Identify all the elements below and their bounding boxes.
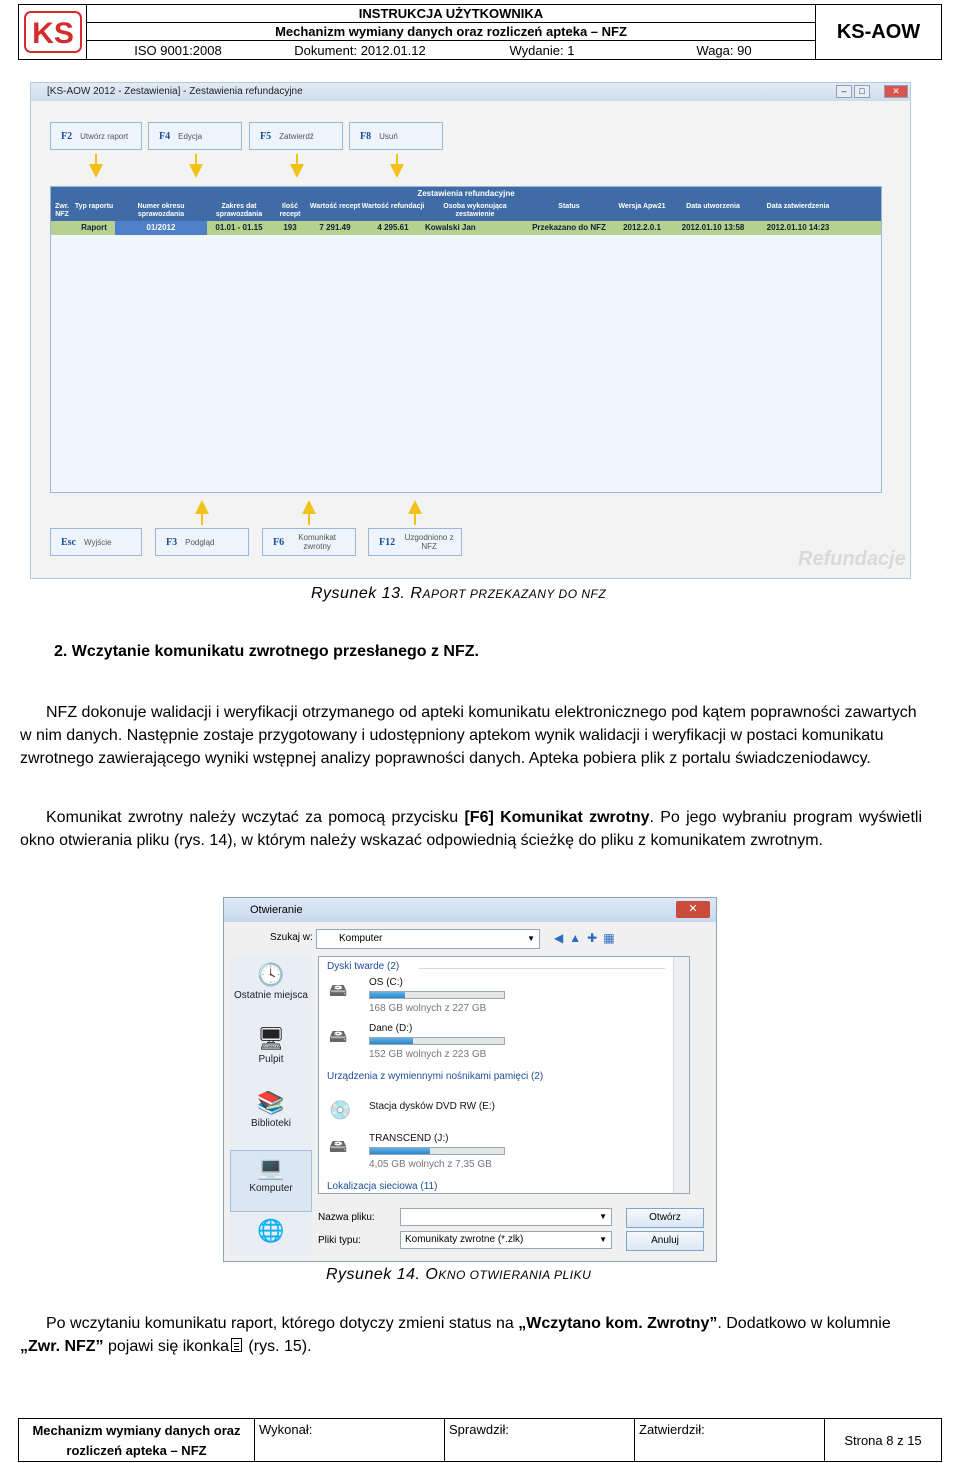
- key-label: F2: [61, 130, 73, 142]
- drive-name: Stacja dysków DVD RW (E:): [369, 1101, 495, 1112]
- p3-text: . Dodatkowo w kolumnie: [717, 1315, 891, 1332]
- arrow-down-icon: [89, 164, 103, 178]
- hard-disk-icon: 🖴: [329, 980, 348, 1000]
- col-header[interactable]: Zakres dat sprawozdania: [215, 203, 263, 218]
- edition-label: Wydanie: 1: [509, 43, 575, 58]
- up-folder-icon[interactable]: ▲: [569, 931, 582, 945]
- key-label: F3: [166, 536, 178, 548]
- close-icon[interactable]: ✕: [884, 85, 908, 98]
- paragraph-2: [20, 806, 922, 852]
- button-label: Edycja: [178, 131, 203, 141]
- section-heading: 2. Wczytanie komunikatu zwrotnego przesłanego z NFZ.: [54, 643, 479, 660]
- arrow-down-icon: [290, 164, 304, 178]
- group-network[interactable]: Lokalizacja sieciowa (11): [327, 1181, 438, 1192]
- usage-fill: [370, 1148, 430, 1154]
- group-hard-disks[interactable]: Dyski twarde (2): [327, 961, 400, 972]
- new-folder-icon[interactable]: ✚: [587, 931, 598, 945]
- place-desktop[interactable]: [230, 1026, 312, 1066]
- dvd-drive-icon: 💿: [329, 1100, 352, 1120]
- p3-text: pojawi się ikonka: [103, 1338, 229, 1355]
- file-list: [318, 956, 690, 1194]
- dialog-titlebar: [224, 898, 716, 922]
- cell: Przekazano do NFZ: [532, 223, 606, 232]
- network-icon: 🌐: [257, 1218, 285, 1243]
- key-label: F8: [360, 130, 372, 142]
- edit-button[interactable]: [148, 122, 242, 150]
- button-label: Podgląd: [185, 537, 215, 547]
- hard-disk-icon: 🖴: [329, 1026, 348, 1046]
- places-bar: [230, 956, 312, 1256]
- paragraph-1: NFZ dokonuje walidacji i weryfikacji otrzymanego od apteki komunikatu elektronicznego pod kątem poprawności zawartych w nim danych. Następnie zostaje przygotowany i udostępniony aptekom wynik walidacji i weryfikacji w postaci komunikatu zwrotnego zawierającego wyniki wstępnej analizy poprawności danych. Apteka pobiera plik z portalu świadczeniodawcy.: [20, 704, 917, 767]
- arrow-up-icon: [302, 500, 316, 514]
- grid-header: [51, 201, 881, 221]
- col-header[interactable]: Numer okresu sprawozdania: [137, 203, 185, 218]
- place-recent[interactable]: [230, 962, 312, 1002]
- group-removable[interactable]: Urządzenia z wymiennymi nośnikami pamięci (2): [327, 1071, 544, 1082]
- col-header[interactable]: Ilość recept: [279, 203, 301, 218]
- drive-free: 4,05 GB wolnych z 7,35 GB: [369, 1159, 492, 1170]
- button-label: Usuń: [379, 131, 398, 141]
- drive-usage-bar: [369, 1147, 505, 1155]
- key-label: F5: [260, 130, 272, 142]
- cell-zwr-nfz: [51, 221, 73, 235]
- svg-text:KS: KS: [31, 17, 74, 50]
- agreed-with-nfz-button[interactable]: [368, 528, 462, 556]
- p3-text: Po wczytaniu komunikatu raport, którego dotyczy zmieni status na: [46, 1315, 519, 1332]
- p2-text: Komunikat zwrotny należy wczytać za pomocą przycisku: [46, 809, 465, 826]
- footer-approved-by: Zatwierdził:: [635, 1419, 825, 1461]
- drive-usage-bar: [369, 991, 505, 999]
- place-label: Biblioteki: [250, 1118, 292, 1129]
- button-label: Wyjście: [84, 537, 112, 547]
- footer-title: Mechanizm wymiany danych oraz rozliczeń apteka – NFZ: [19, 1419, 255, 1461]
- recent-places-icon: 🕓: [257, 962, 285, 987]
- approve-button[interactable]: [249, 122, 343, 150]
- doc-type: INSTRUKCJA UŻYTKOWNIKA: [87, 5, 815, 23]
- cell: Raport: [81, 223, 107, 232]
- col-header[interactable]: Data utworzenia: [686, 203, 740, 210]
- filename-label: Nazwa pliku:: [318, 1212, 375, 1223]
- col-header[interactable]: Zwr. NFZ: [54, 203, 69, 218]
- cell: 01/2012: [115, 221, 207, 235]
- cell: 01.01 - 01.15: [215, 223, 263, 232]
- drive-free: 152 GB wolnych z 223 GB: [369, 1049, 487, 1060]
- button-label: Zatwierdź: [279, 131, 314, 141]
- file-list-scrollbar[interactable]: [673, 957, 689, 1193]
- cell: 4 295.61: [377, 223, 409, 232]
- drive-name: OS (C:): [369, 977, 403, 988]
- desktop-icon: 🖥: [257, 1026, 285, 1051]
- p2-text: . Po jego wybraniu program wyświetli okno otwierania pliku (rys. 14), w którym należy wskazać odpowiednią ścieżkę do pliku z komunikatem zwrotnym.: [20, 809, 923, 849]
- back-icon[interactable]: ◀: [554, 931, 564, 945]
- usage-fill: [370, 992, 405, 998]
- usage-fill: [370, 1038, 413, 1044]
- chevron-down-icon: ▼: [599, 1212, 607, 1221]
- arrow-up-icon: [408, 500, 422, 514]
- p3-bold: „Zwr. NFZ”: [20, 1338, 104, 1355]
- place-label: Pulpit: [258, 1054, 284, 1065]
- drive-name: TRANSCEND (J:): [369, 1133, 449, 1144]
- caption-prefix: Rysunek 13. R: [311, 585, 423, 602]
- chevron-down-icon: ▼: [599, 1235, 607, 1244]
- button-label: Utwórz raport: [80, 131, 129, 141]
- dialog-title: Otwieranie: [250, 904, 303, 916]
- button-label: Komunikat zwrotny: [298, 533, 336, 551]
- place-label: Ostatnie miejsca: [234, 990, 308, 1001]
- window-titlebar: [31, 83, 910, 101]
- col-header[interactable]: Wersja Apw21: [618, 203, 666, 210]
- col-header[interactable]: Wartość refundacji: [361, 203, 425, 210]
- delete-button[interactable]: [349, 122, 443, 150]
- view-menu-icon[interactable]: ▦: [603, 931, 615, 945]
- drive-name: Dane (D:): [369, 1023, 413, 1034]
- filetype-label: Pliki typu:: [318, 1235, 361, 1246]
- open-file-dialog: [223, 897, 717, 1262]
- filetype-value: Komunikaty zwrotne (*.zlk): [405, 1234, 524, 1245]
- drive-usage-bar: [369, 1037, 505, 1045]
- group-divider: [419, 968, 665, 969]
- window-title: [KS-AOW 2012 - Zestawienia] - Zestawienia refundacyjne: [47, 86, 303, 97]
- chevron-down-icon: ▼: [527, 934, 535, 943]
- return-message-button[interactable]: [262, 528, 356, 556]
- footer-checked-by: Sprawdził:: [445, 1419, 635, 1461]
- cell: 2012.01.10 14:23: [766, 223, 830, 232]
- computer-icon: 💻: [257, 1155, 285, 1180]
- button-label: Uzgodniono z NFZ: [404, 533, 454, 551]
- document-label: Dokument: 2012.01.12: [294, 43, 426, 58]
- arrow-up-icon: [195, 500, 209, 514]
- key-label: F12: [379, 536, 396, 548]
- filename-input[interactable]: [400, 1208, 612, 1226]
- caption-prefix: Rysunek 14. O: [326, 1266, 439, 1283]
- page-footer: [18, 1418, 942, 1462]
- maximize-icon[interactable]: □: [854, 85, 870, 98]
- cell: 2012.01.10 13:58: [681, 223, 745, 232]
- p3-bold: „Wczytano kom. Zwrotny”: [518, 1315, 718, 1332]
- figure-14-caption: [326, 1266, 591, 1284]
- refundacje-watermark: Refundacje: [798, 548, 906, 570]
- cell: 2012.2.0.1: [623, 223, 661, 232]
- grid-caption: Zestawienia refundacyjne: [51, 187, 881, 201]
- look-in-select[interactable]: [316, 929, 540, 949]
- header-center: [87, 5, 815, 59]
- p2-bold: [F6] Komunikat zwrotny: [464, 809, 650, 826]
- cell: 193: [283, 223, 297, 232]
- cell: Kowalski Jan: [425, 223, 476, 232]
- key-label: Esc: [61, 536, 76, 548]
- cell: 7 291.49: [319, 223, 351, 232]
- figure-13-caption: [311, 585, 606, 603]
- iso-label: ISO 9001:2008: [134, 43, 222, 58]
- open-button[interactable]: Otwórz: [626, 1208, 704, 1228]
- dialog-toolbar: [554, 931, 615, 945]
- ks-logo-icon: [23, 9, 83, 55]
- product-code: KS-AOW: [815, 5, 941, 59]
- arrow-stem: [308, 513, 310, 525]
- close-icon[interactable]: ✕: [676, 901, 710, 918]
- arrow-stem: [414, 513, 416, 525]
- key-label: F4: [159, 130, 171, 142]
- footer-made-by: Wykonał:: [255, 1419, 445, 1461]
- minimize-icon[interactable]: –: [836, 85, 852, 98]
- exit-button[interactable]: [50, 528, 142, 556]
- col-header[interactable]: Data zatwierdzenia: [766, 203, 830, 210]
- col-header[interactable]: Wartość recept: [309, 203, 361, 210]
- usb-drive-icon: 🖴: [329, 1136, 348, 1156]
- place-label: Komputer: [249, 1183, 293, 1194]
- place-computer[interactable]: [230, 1150, 312, 1212]
- refund-reports-grid: [50, 186, 882, 493]
- page-number: Strona 8 z 15: [844, 1432, 922, 1448]
- filetype-select[interactable]: [400, 1231, 612, 1249]
- preview-button[interactable]: [155, 528, 249, 556]
- col-header[interactable]: Status: [558, 203, 580, 210]
- place-libraries[interactable]: [230, 1090, 312, 1130]
- col-header[interactable]: Typ raportu: [74, 203, 114, 210]
- document-icon: [231, 1338, 242, 1352]
- key-label: F6: [273, 536, 285, 548]
- weight-label: Waga: 90: [696, 43, 752, 58]
- create-report-button[interactable]: [50, 122, 142, 150]
- col-header[interactable]: Osoba wykonująca zestawienie: [443, 203, 507, 218]
- look-in-value: Komputer: [339, 933, 383, 944]
- arrow-down-icon: [390, 164, 404, 178]
- look-in-label: Szukaj w:: [270, 932, 313, 943]
- place-network[interactable]: [230, 1218, 312, 1246]
- table-row[interactable]: [51, 221, 881, 235]
- arrow-down-icon: [189, 164, 203, 178]
- company-logo: [19, 5, 87, 59]
- paragraph-3: [20, 1312, 922, 1358]
- caption-rest: APORT PRZEKAZANY DO NFZ: [422, 587, 607, 601]
- p3-text: (rys. 15).: [243, 1338, 312, 1355]
- page-header: [18, 4, 942, 60]
- libraries-icon: 📚: [257, 1090, 285, 1115]
- drive-free: 168 GB wolnych z 227 GB: [369, 1003, 487, 1014]
- arrow-stem: [201, 513, 203, 525]
- caption-rest: KNO OTWIERANIA PLIKU: [438, 1268, 592, 1282]
- doc-meta: [87, 41, 815, 60]
- doc-title: Mechanizm wymiany danych oraz rozliczeń apteka – NFZ: [87, 23, 815, 41]
- cancel-button[interactable]: Anuluj: [626, 1231, 704, 1251]
